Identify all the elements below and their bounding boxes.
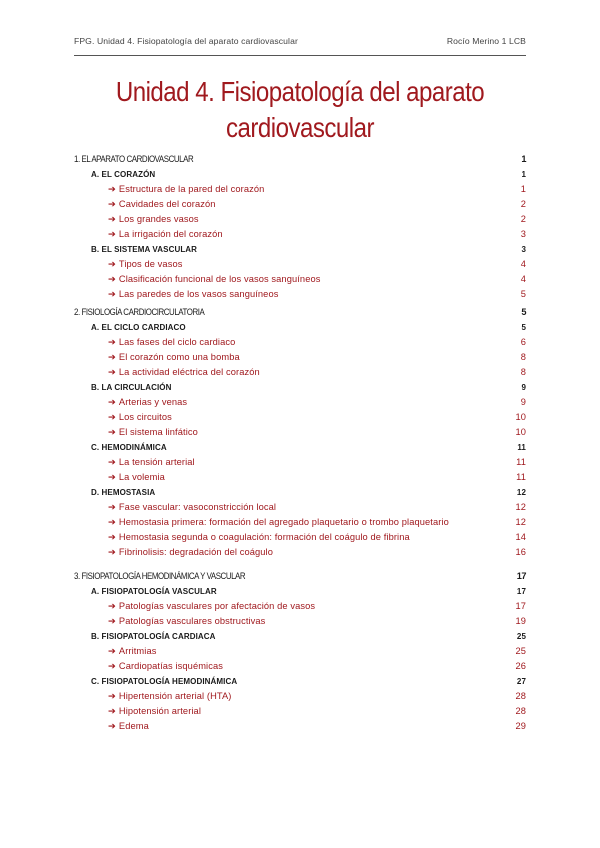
toc-entry-label: Los circuitos [118,412,172,422]
toc-entry-label: C. FISIOPATOLOGÍA HEMODINÁMICA [91,677,238,686]
toc-entry[interactable] [74,197,526,212]
toc-page-number: 6 [520,337,526,347]
toc-entry-label: La tensión arterial [118,457,195,467]
page-title-line-2: cardiovascular [225,112,375,143]
toc-entry-label: Cardiopatías isquémicas [118,661,223,671]
arrow-right-icon: ➔ [108,229,116,239]
toc-subsection[interactable] [74,380,526,395]
arrow-right-icon: ➔ [108,547,116,557]
toc-page-number: 4 [520,259,526,269]
toc-entry[interactable] [74,395,526,410]
toc-entry-label: A. FISIOPATOLOGÍA VASCULAR [91,587,217,596]
arrow-right-icon: ➔ [108,706,116,716]
arrow-right-icon: ➔ [108,532,116,542]
arrow-right-icon: ➔ [108,367,116,377]
toc-entry-label: A. EL CICLO CARDIACO [91,323,186,332]
toc-page-number: 4 [520,274,526,284]
toc-section[interactable] [74,152,526,167]
toc-entry-label: El corazón como una bomba [118,352,240,362]
toc-page-number: 12 [515,502,526,512]
toc-entry-label: La irrigación del corazón [118,229,223,239]
arrow-right-icon: ➔ [108,352,116,362]
toc-page-number: 27 [516,677,526,686]
arrow-right-icon: ➔ [108,259,116,269]
toc-entry[interactable] [74,500,526,515]
toc-entry-label: B. FISIOPATOLOGÍA CARDIACA [91,632,216,641]
toc-entry-label: Las paredes de los vasos sanguíneos [118,289,279,299]
arrow-right-icon: ➔ [108,199,116,209]
toc-page-number: 3 [521,245,526,254]
toc-entry[interactable] [74,287,526,302]
arrow-right-icon: ➔ [108,337,116,347]
toc-entry-label: Fibrinolisis: degradación del coágulo [118,547,273,557]
toc-entry-label: Tipos de vasos [118,259,183,269]
toc-entry-label: Fase vascular: vasoconstricción local [118,502,277,512]
toc-page-number: 26 [515,661,526,671]
toc-entry-label: B. EL SISTEMA VASCULAR [91,245,198,254]
toc-entry-label: Patologías vasculares por afectación de vasos [118,601,316,611]
arrow-right-icon: ➔ [108,214,116,224]
toc-entry-label: Hipertensión arterial (HTA) [118,691,232,701]
toc-page-number: 2 [520,214,526,224]
arrow-right-icon: ➔ [108,601,116,611]
toc-entry-label: 2. FISIOLOGÍA CARDIOCIRCULATORIA [74,307,205,317]
toc-page-number: 1 [521,154,526,164]
toc-entry[interactable] [74,530,526,545]
header-divider [74,55,526,56]
toc-subsection[interactable] [74,440,526,455]
toc-entry-label: Clasificación funcional de los vasos sanguíneos [118,274,321,284]
toc-entry[interactable] [74,350,526,365]
table-of-contents [74,152,526,734]
toc-entry[interactable] [74,257,526,272]
header-author: Rocío Merino 1 LCB [446,36,526,46]
toc-page-number: 5 [521,307,526,317]
toc-entry[interactable] [74,182,526,197]
toc-subsection[interactable] [74,584,526,599]
toc-page-number: 29 [515,721,526,731]
arrow-right-icon: ➔ [108,397,116,407]
toc-page-number: 3 [520,229,526,239]
toc-entry-label: Edema [118,721,149,731]
arrow-right-icon: ➔ [108,274,116,284]
arrow-right-icon: ➔ [108,661,116,671]
arrow-right-icon: ➔ [108,691,116,701]
toc-entry-label: A. EL CORAZÓN [91,170,156,179]
toc-entry-label: Estructura de la pared del corazón [118,184,265,194]
toc-page-number: 11 [516,457,526,467]
toc-page-number: 9 [521,383,526,392]
toc-page-number: 28 [515,691,526,701]
arrow-right-icon: ➔ [108,646,116,656]
toc-entry-label: D. HEMOSTASIA [91,488,156,497]
toc-entry-label: La actividad eléctrica del corazón [118,367,260,377]
page-title-line-1: Unidad 4. Fisiopatología del aparato [115,76,485,107]
toc-subsection[interactable] [74,629,526,644]
toc-entry[interactable] [74,227,526,242]
toc-page-number: 2 [520,199,526,209]
arrow-right-icon: ➔ [108,721,116,731]
toc-entry[interactable] [74,335,526,350]
toc-page-number: 11 [516,472,526,482]
toc-entry[interactable] [74,659,526,674]
toc-entry[interactable] [74,614,526,629]
toc-entry-label: Patologías vasculares obstructivas [118,616,266,626]
toc-page-number: 11 [517,443,526,452]
toc-page-number: 14 [515,532,526,542]
toc-page-number: 19 [515,616,526,626]
arrow-right-icon: ➔ [108,184,116,194]
toc-entry-label: 3. FISIOPATOLOGÍA HEMODINÁMICA Y VASCULAR [74,571,246,581]
toc-entry-label: Hipotensión arterial [118,706,201,716]
toc-page-number: 5 [520,289,526,299]
toc-page-number: 17 [516,571,526,581]
page-title [94,74,507,146]
toc-subsection[interactable] [74,674,526,689]
header-document-title: FPG. Unidad 4. Fisiopatología del aparato cardiovascular [74,36,298,46]
toc-page-number: 25 [515,646,526,656]
toc-entry[interactable] [74,644,526,659]
toc-page-number: 10 [515,427,526,437]
arrow-right-icon: ➔ [108,289,116,299]
toc-entry[interactable] [74,365,526,380]
toc-page-number: 5 [521,323,526,332]
toc-entry[interactable] [74,515,526,530]
toc-page-number: 8 [520,352,526,362]
arrow-right-icon: ➔ [108,412,116,422]
toc-page-number: 1 [521,170,526,179]
toc-page-number: 1 [520,184,526,194]
toc-entry-label: Arterias y venas [118,397,188,407]
toc-entry[interactable] [74,599,526,614]
toc-entry[interactable] [74,719,526,734]
page-header [74,36,526,50]
toc-entry-label: Las fases del ciclo cardiaco [118,337,236,347]
arrow-right-icon: ➔ [108,502,116,512]
toc-entry-label: B. LA CIRCULACIÓN [91,383,172,392]
toc-page-number: 25 [516,632,526,641]
arrow-right-icon: ➔ [108,517,116,527]
arrow-right-icon: ➔ [108,472,116,482]
toc-section[interactable] [74,569,526,584]
toc-entry-label: La volemia [118,472,165,482]
toc-subsection[interactable] [74,242,526,257]
toc-section[interactable] [74,305,526,320]
toc-page-number: 17 [515,601,526,611]
toc-entry-label: Los grandes vasos [118,214,199,224]
toc-entry[interactable] [74,425,526,440]
toc-entry[interactable] [74,545,526,560]
toc-entry-label: Hemostasia primera: formación del agregado plaquetario o trombo plaquetario [118,517,449,527]
toc-subsection[interactable] [74,167,526,182]
toc-page-number: 16 [515,547,526,557]
toc-page-number: 17 [516,587,526,596]
toc-entry[interactable] [74,455,526,470]
arrow-right-icon: ➔ [108,457,116,467]
toc-entry[interactable] [74,689,526,704]
toc-entry[interactable] [74,212,526,227]
toc-entry-label: El sistema linfático [118,427,198,437]
toc-subsection[interactable] [74,320,526,335]
arrow-right-icon: ➔ [108,616,116,626]
toc-entry-label: Arritmias [118,646,157,656]
arrow-right-icon: ➔ [108,427,116,437]
toc-page-number: 12 [515,517,526,527]
toc-entry-label: 1. EL APARATO CARDIOVASCULAR [74,154,194,164]
toc-entry[interactable] [74,410,526,425]
toc-entry[interactable] [74,272,526,287]
toc-page-number: 28 [515,706,526,716]
toc-page-number: 8 [520,367,526,377]
toc-page-number: 9 [520,397,526,407]
toc-entry-label: Cavidades del corazón [118,199,216,209]
toc-entry-label: C. HEMODINÁMICA [91,443,167,452]
toc-subsection[interactable] [74,485,526,500]
toc-entry[interactable] [74,470,526,485]
toc-page-number: 10 [515,412,526,422]
toc-page-number: 12 [516,488,526,497]
toc-entry[interactable] [74,704,526,719]
toc-entry-label: Hemostasia segunda o coagulación: formación del coágulo de fibrina [118,532,410,542]
